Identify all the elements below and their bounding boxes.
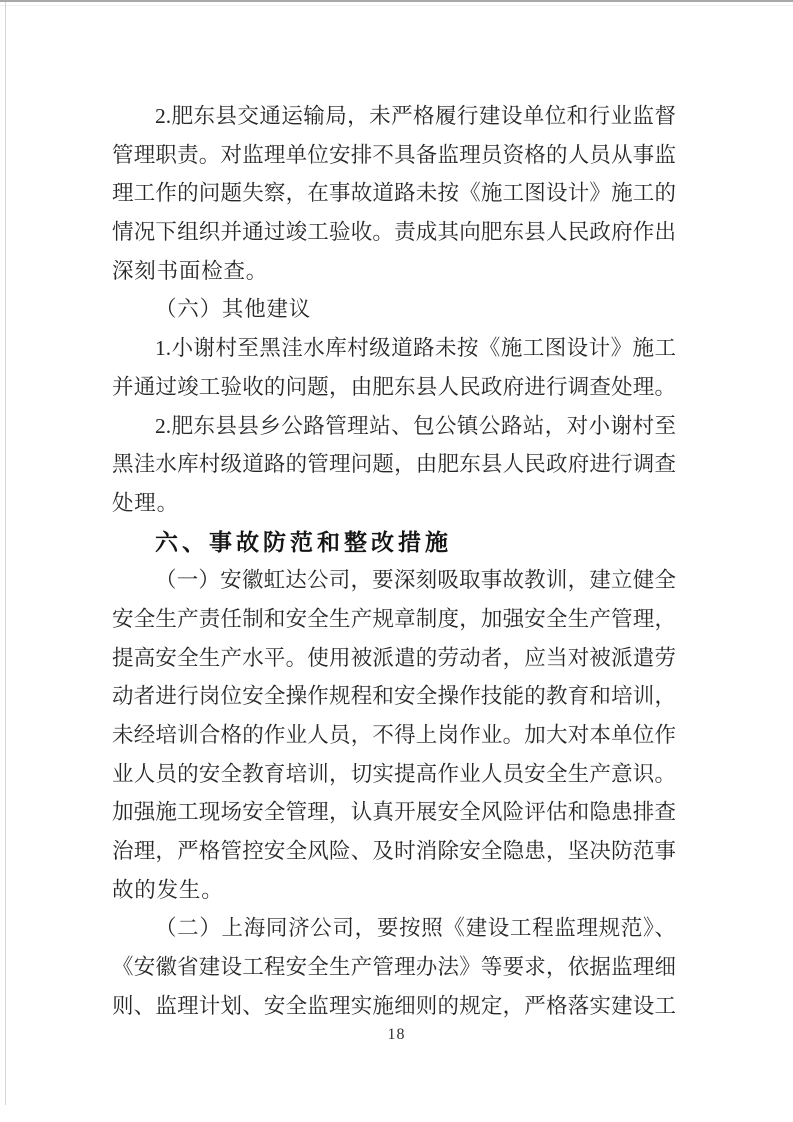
text-line: 治理，严格管控安全风险、及时消除安全隐患，坚决防范事 xyxy=(112,839,676,864)
text-line: （二）上海同济公司，要按照《建设工程监理规范》、 xyxy=(155,916,676,941)
text-line: 1.小谢村至黑洼水库村级道路未按《施工图设计》施工 xyxy=(155,336,676,361)
text-line: 处理。 xyxy=(112,490,179,515)
text-line: 黑洼水库村级道路的管理问题，由肥东县人民政府进行调查 xyxy=(112,452,676,477)
document-body xyxy=(112,97,676,1026)
section-heading: 六、事故防范和整改措施 xyxy=(155,528,452,555)
text-line: （一）安徽虹达公司，要深刻吸取事故教训，建立健全 xyxy=(155,568,676,593)
text-line: 安全生产责任制和安全生产规章制度，加强安全生产管理， xyxy=(112,606,676,631)
scan-left-line xyxy=(5,2,6,1105)
text-line: 提高安全生产水平。使用被派遣的劳动者，应当对被派遣劳 xyxy=(112,645,676,670)
text-line: 动者进行岗位安全操作规程和安全操作技能的教育和培训， xyxy=(112,684,676,709)
text-line: 2.肥东县县乡公路管理站、包公镇公路站，对小谢村至 xyxy=(155,413,676,438)
text-line: 2.肥东县交通运输局，未严格履行建设单位和行业监督 xyxy=(155,104,676,128)
text-line: 并通过竣工验收的问题，由肥东县人民政府进行调查处理。 xyxy=(112,374,676,399)
text-line: 管理职责。对监理单位安排不具备监理员资格的人员从事监 xyxy=(112,142,676,167)
text-line: （六）其他建议 xyxy=(155,297,312,322)
text-line: 业人员的安全教育培训，切实提高作业人员安全生产意识。 xyxy=(112,761,676,786)
text-line: 则、监理计划、安全监理实施细则的规定，严格落实建设工 xyxy=(112,993,676,1018)
text-line: 深刻书面检查。 xyxy=(112,258,269,283)
text-line: 故的发生。 xyxy=(112,877,224,902)
text-line: 理工作的问题失察，在事故道路未按《施工图设计》施工的 xyxy=(112,181,676,206)
text-line: 加强施工现场安全管理，认真开展安全风险评估和隐患排查 xyxy=(112,800,676,825)
scan-top-edge-faint xyxy=(0,5,793,6)
page-number: 18 xyxy=(387,1026,406,1043)
scan-top-edge xyxy=(0,0,793,2)
text-line: 情况下组织并通过竣工验收。责成其向肥东县人民政府作出 xyxy=(112,220,676,245)
text-line: 未经培训合格的作业人员，不得上岗作业。加大对本单位作 xyxy=(112,723,676,747)
text-line: 《安徽省建设工程安全生产管理办法》等要求，依据监理细 xyxy=(112,955,676,980)
